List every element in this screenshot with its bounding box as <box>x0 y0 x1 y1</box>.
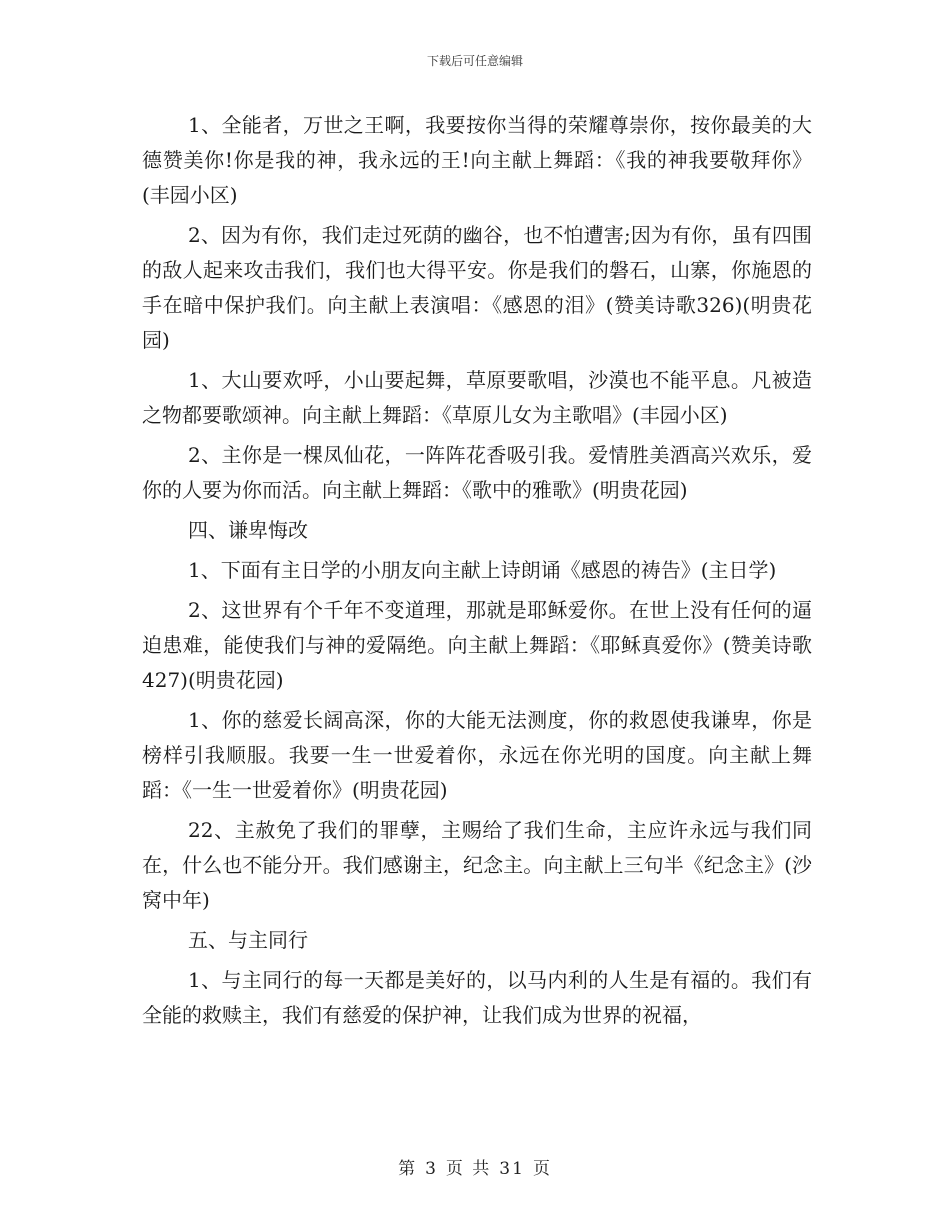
paragraph-4: 2、主你是一棵凤仙花，一阵阵花香吸引我。爱情胜美酒高兴欢乐，爱你的人要为你而活。向主献上舞蹈：《歌中的雅歌》(明贵花园) <box>142 443 812 502</box>
footer-prefix: 第 <box>398 1159 418 1179</box>
page-footer <box>0 1154 950 1179</box>
paragraph-9: 1、与主同行的每一天都是美好的，以马内利的人生是有福的。我们有全能的救赎主，我们有慈爱的保护神，让我们成为世界的祝福， <box>142 968 812 1027</box>
section-heading-5: 五、与主同行 <box>188 928 308 952</box>
total-pages: 31 <box>499 1159 525 1179</box>
paragraph-6: 2、这世界有个千年不变道理，那就是耶稣爱你。在世上没有任何的逼迫患难，能使我们与神的爱隔绝。向主献上舞蹈：《耶稣真爱你》(赞美诗歌427)(明贵花园) <box>142 598 812 692</box>
paragraph-5: 1、下面有主日学的小朋友向主献上诗朗诵《感恩的祷告》(主日学) <box>188 558 777 582</box>
paragraph-2: 2、因为有你，我们走过死荫的幽谷，也不怕遭害;因为有你，虽有四围的敌人起来攻击我们，我们也大得平安。你是我们的磐石，山寨，你施恩的手在暗中保护我们。向主献上表演唱：《感恩的泪》(赞美诗歌326)(明贵花园) <box>142 223 812 352</box>
section-heading-4: 四、谦卑悔改 <box>188 518 308 542</box>
document-body <box>142 108 812 1038</box>
footer-suffix: 页 <box>532 1159 552 1179</box>
page-header: 下载后可任意编辑 <box>426 54 523 68</box>
paragraph-7: 1、你的慈爱长阔高深，你的大能无法测度，你的救恩使我谦卑，你是榜样引我顺服。我要一生一世爱着你，永远在你光明的国度。向主献上舞蹈：《一生一世爱着你》(明贵花园) <box>142 708 812 802</box>
paragraph-3: 1、大山要欢呼，小山要起舞，草原要歌唱，沙漠也不能平息。凡被造之物都要歌颂神。向主献上舞蹈：《草原儿女为主歌唱》(丰园小区) <box>142 368 812 427</box>
footer-middle: 页 共 <box>445 1159 492 1179</box>
paragraph-8: 22、主赦免了我们的罪孽，主赐给了我们生命，主应许永远与我们同在，什么也不能分开。我们感谢主，纪念主。向主献上三句半《纪念主》(沙窝中年) <box>142 818 812 912</box>
page-number: 3 <box>425 1159 438 1179</box>
paragraph-1: 1、全能者，万世之王啊，我要按你当得的荣耀尊崇你，按你最美的大德赞美你!你是我的神，我永远的王!向主献上舞蹈：《我的神我要敬拜你》(丰园小区) <box>142 113 812 207</box>
